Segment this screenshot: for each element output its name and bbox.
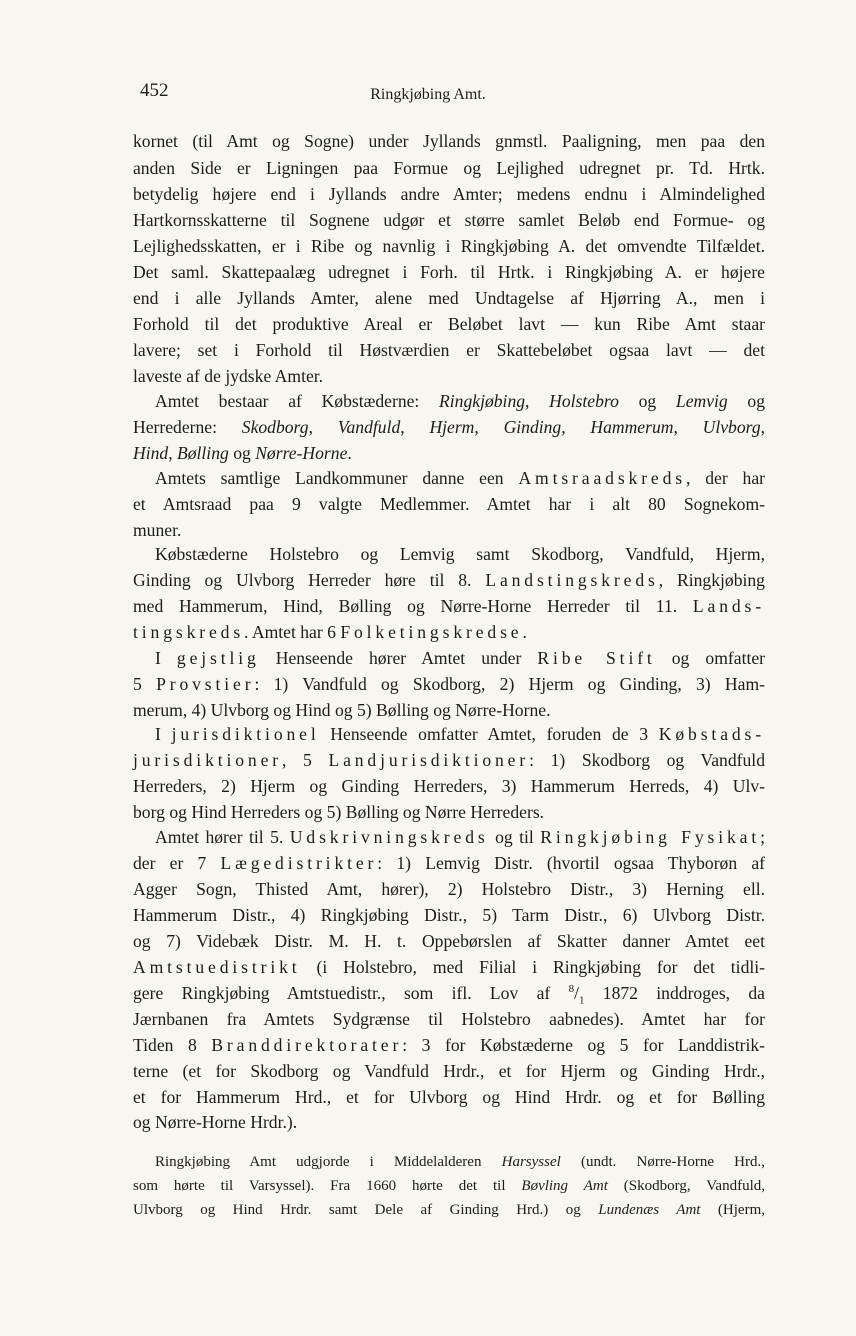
text-line: laveste af de jydske Amter. xyxy=(133,366,324,386)
text-line: et for Hammerum Hrd., et for Ulvborg og Hind Hrdr. og et for Bølling xyxy=(133,1087,765,1107)
text-line: terne (et for Skodborg og Vandfuld Hrdr., et for Hjerm og Ginding Hrdr., xyxy=(133,1061,765,1081)
text-line: Amtet hører til 5. Udskrivningskreds og til Ringkjøbing Fysikat; xyxy=(155,827,765,847)
text-line: borg og Hind Herreders og 5) Bølling og Nørre Herreders. xyxy=(133,802,545,822)
text-line: Lejlighedsskatten, er i Ribe og navnlig i Ringkjøbing A. det omvendte Tilfældet. xyxy=(133,236,765,256)
text-line: Hammerum Distr., 4) Ringkjøbing Distr., 5) Tarm Distr., 6) Ulvborg Distr. xyxy=(133,905,765,925)
page-number: 452 xyxy=(140,80,169,101)
text-line: et Amtsraad paa 9 valgte Medlemmer. Amtet har i alt 80 Sognekom- xyxy=(133,494,765,514)
text-line: anden Side er Ligningen paa Formue og Lejlighed udregnet pr. Td. Hrtk. xyxy=(133,158,765,178)
text-line: Herreders, 2) Hjerm og Ginding Herreders, 3) Hammerum Herreds, 4) Ulv- xyxy=(133,776,765,796)
text-line: Købstæderne Holstebro og Lemvig samt Skodborg, Vandfuld, Hjerm, xyxy=(155,544,765,564)
text-line: Ginding og Ulvborg Herreder høre til 8. Landstingskreds, Ringkjøbing xyxy=(133,570,765,590)
text-line: Hind, Bølling og Nørre-Horne. xyxy=(133,443,352,463)
text-line: muner. xyxy=(133,520,182,540)
text-line: betydelig højere end i Jyllands andre Amter; medens endnu i Almindelighed xyxy=(133,184,765,204)
footnote-line: Ringkjøbing Amt udgjorde i Middelalderen Harsyssel (undt. Nørre-Horne Hrd., xyxy=(155,1154,765,1170)
text-line: og Nørre-Horne Hrdr.). xyxy=(133,1112,298,1132)
text-line: I gejstlig Henseende hører Amtet under Ribe Stift og omfatter xyxy=(155,648,766,668)
text-line: I jurisdiktionel Henseende omfatter Amtet, foruden de 3 Købstads- xyxy=(155,724,765,744)
text-line: Hartkornsskatterne til Sognene udgør et større samlet Beløb end Formue- og xyxy=(133,210,765,230)
text-line: jurisdiktioner, 5 Landjurisdiktioner: 1) Skodborg og Vandfuld xyxy=(133,750,765,770)
text-line: end i alle Jyllands Amter, alene med Undtagelse af Hjørring A., men i xyxy=(133,288,765,308)
text-line: gere Ringkjøbing Amtstuedistr., som ifl. Lov af $^8/_1$ 1872 inddroges, da xyxy=(133,983,765,1007)
text-line: Herrederne: Skodborg, Vandfuld, Hjerm, Ginding, Hammerum, Ulvborg, xyxy=(133,417,766,437)
text-line: med Hammerum, Hind, Bølling og Nørre-Horne Herreder til 11. Lands- xyxy=(133,596,765,616)
text-line: Amtstuedistrikt (i Holstebro, med Filial i Ringkjøbing for det tidli- xyxy=(133,957,765,977)
text-line: Det saml. Skattepaalæg udregnet i Forh. til Hrtk. i Ringkjøbing A. er højere xyxy=(133,262,765,282)
text-line: lavere; set i Forhold til Høstværdien er Skattebeløbet ogsaa lavt — det xyxy=(133,340,765,360)
running-head: Ringkjøbing Amt. xyxy=(370,86,486,103)
text-line: Amtet bestaar af Købstæderne: Ringkjøbing, Holstebro og Lemvig og xyxy=(155,391,766,411)
text-line: Jærnbanen fra Amtets Sydgrænse til Holstebro aabnedes). Amtet har for xyxy=(133,1009,765,1029)
text-line: der er 7 Lægedistrikter: 1) Lemvig Distr. (hvortil ogsaa Thyborøn af xyxy=(133,853,765,873)
text-line: merum, 4) Ulvborg og Hind og 5) Bølling og Nørre-Horne. xyxy=(133,700,551,720)
text-line: Agger Sogn, Thisted Amt, hører), 2) Holstebro Distr., 3) Herning ell. xyxy=(133,879,765,899)
text-line: 5 Provstier: 1) Vandfuld og Skodborg, 2) Hjerm og Ginding, 3) Ham- xyxy=(133,674,765,694)
text-line: tingskreds. Amtet har 6 Folketingskredse. xyxy=(133,622,527,642)
text-line: Amtets samtlige Landkommuner danne een Amtsraadskreds, der har xyxy=(155,468,766,488)
text-line: kornet (til Amt og Sogne) under Jyllands gnmstl. Paaligning, men paa den xyxy=(133,131,765,151)
text-line: Forhold til det produktive Areal er Beløbet lavt — kun Ribe Amt staar xyxy=(133,314,765,334)
text-line: og 7) Videbæk Distr. M. H. t. Oppebørslen af Skatter danner Amtet eet xyxy=(133,931,765,951)
footnote-line: som hørte til Varsyssel). Fra 1660 hørte det til Bøvling Amt (Skodborg, Vandfuld, xyxy=(133,1178,765,1194)
footnote-line: Ulvborg og Hind Hrdr. samt Dele af Ginding Hrd.) og Lundenæs Amt (Hjerm, xyxy=(133,1202,765,1218)
text-line: Tiden 8 Branddirektorater: 3 for Købstæderne og 5 for Landdistrik- xyxy=(133,1035,765,1055)
